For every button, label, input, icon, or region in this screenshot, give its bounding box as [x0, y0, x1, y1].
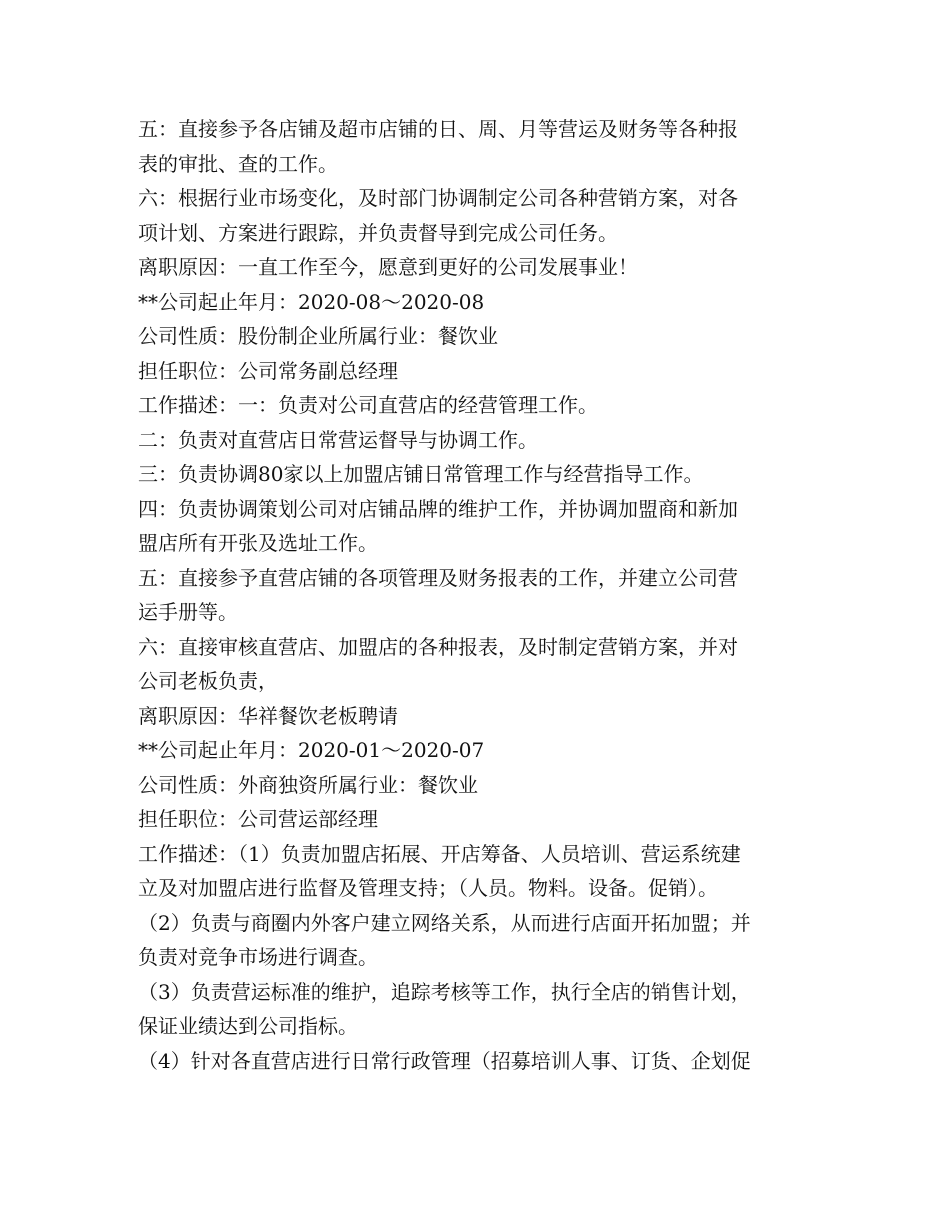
text-line: 六：直接审核直营店、加盟店的各种报表，及时制定营销方案，并对	[138, 634, 738, 659]
text-line: 负责对竞争市场进行调查。	[138, 945, 378, 969]
text-line: 盟店所有开张及选址工作。	[138, 531, 378, 555]
document-body	[138, 112, 814, 1078]
text-line: 五：直接参予各店铺及超市店铺的日、周、月等营运及财务等各种报	[138, 117, 738, 141]
text-line: 公司性质：外商独资所属行业：餐饮业	[138, 772, 478, 797]
text-line: 担任职位：公司常务副总经理	[138, 358, 398, 383]
text-line: 担任职位：公司营运部经理	[138, 807, 378, 831]
text-line: 离职原因：一直工作至今，愿意到更好的公司发展事业！	[138, 255, 638, 279]
text-line: **公司起止年月：2020-08～2020-08	[138, 289, 485, 314]
text-line: （4）针对各直营店进行日常行政管理（招募培训人事、订货、企划促	[138, 1048, 751, 1073]
text-line: **公司起止年月：2020-01～2020-07	[138, 738, 485, 762]
text-line: 四：负责协调策划公司对店铺品牌的维护工作，并协调加盟商和新加	[138, 496, 738, 521]
text-line: 二：负责对直营店日常营运督导与协调工作。	[138, 427, 538, 452]
text-line: 工作描述：（1）负责加盟店拓展、开店筹备、人员培训、营运系统建	[138, 841, 741, 866]
text-line: （2）负责与商圈内外客户建立网络关系，从而进行店面开拓加盟；并	[138, 910, 751, 935]
text-line: 项计划、方案进行跟踪，并负责督导到完成公司任务。	[138, 220, 618, 245]
text-line: 保证业绩达到公司指标。	[138, 1014, 358, 1038]
text-line: 表的审批、查的工作。	[138, 151, 338, 176]
text-line: 五：直接参予直营店铺的各项管理及财务报表的工作，并建立公司营	[138, 565, 738, 590]
text-line: 工作描述：一：负责对公司直营店的经营管理工作。	[138, 393, 598, 417]
text-line: 六：根据行业市场变化，及时部门协调制定公司各种营销方案，对各	[138, 186, 738, 210]
text-line: 公司老板负责，	[138, 669, 278, 693]
text-line: （3）负责营运标准的维护，追踪考核等工作，执行全店的销售计划，	[138, 979, 751, 1004]
text-line: 三：负责协调80家以上加盟店铺日常管理工作与经营指导工作。	[138, 462, 704, 486]
text-line: 离职原因：华祥餐饮老板聘请	[138, 703, 398, 728]
text-line: 立及对加盟店进行监督及管理支持；（人员。物料。设备。促销）。	[138, 876, 718, 900]
text-line: 公司性质：股份制企业所属行业：餐饮业	[138, 324, 498, 348]
text-line: 运手册等。	[138, 600, 238, 624]
